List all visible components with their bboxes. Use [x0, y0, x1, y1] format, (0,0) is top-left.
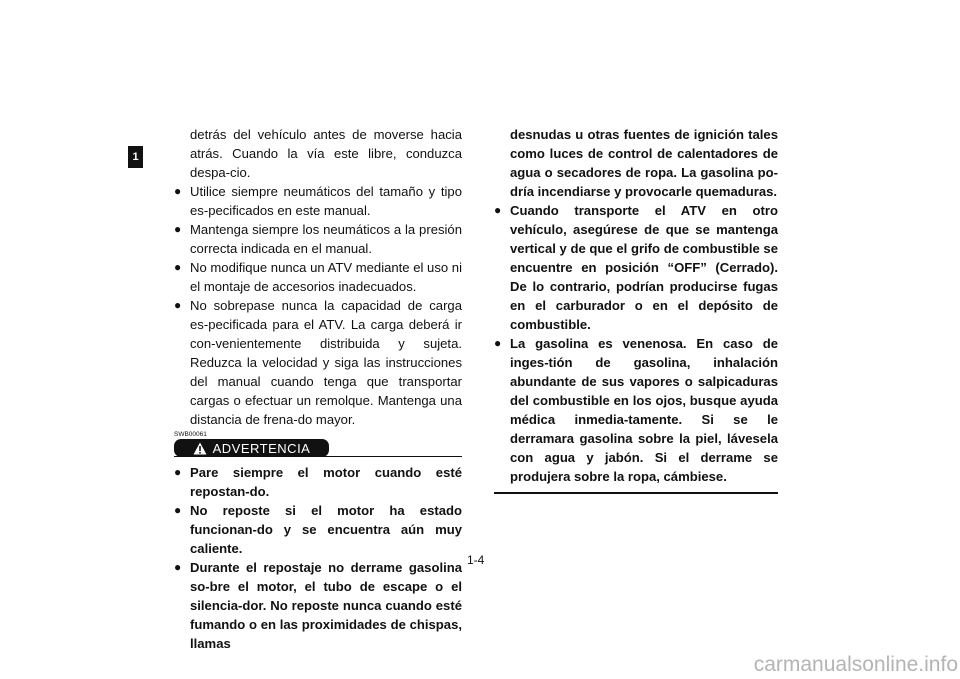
warning-code: SWB00061 [174, 431, 207, 438]
page-number: 1-4 [467, 553, 485, 567]
bullet-text: La gasolina es venenosa. En caso de inges-tión de gasolina, inhalación abundante de sus vapores o salpicaduras del combustible en los ojos, busque ayuda médica inmedia-tamente. Si se le derramara gasolina sobre la piel, lávesela con agua y jabón. Si el derrame se produjera sobre la ropa, cámbiese. [510, 336, 778, 484]
bullet-text: Pare siempre el motor cuando esté repostan-do. [190, 465, 462, 499]
bullet-text: Cuando transporte el ATV en otro vehículo, asegúrese de que se mantenga vertical y de que el grifo de combustible se encuentre en posición “OFF” (Cerrado). De lo contrario, podrían producirse fugas en el carburador o en el depósito de combustible. [510, 203, 778, 332]
bullet-icon: ● [174, 298, 182, 312]
warning-bullet-item [494, 334, 778, 486]
bullet-icon: ● [174, 560, 182, 574]
warning-bullet-item [174, 558, 462, 653]
bullet-icon: ● [174, 260, 182, 274]
bullet-text: Mantenga siempre los neumáticos a la presión correcta indicada en el manual. [190, 222, 462, 256]
chapter-tab-number: 1 [132, 151, 139, 163]
warning-label: ADVERTENCIA [212, 440, 311, 456]
bullet-icon: ● [174, 465, 182, 479]
bullet-text: Utilice siempre neumáticos del tamaño y tipo es-pecificados en este manual. [190, 184, 462, 218]
warning-bullet-item [494, 201, 778, 334]
chapter-tab [128, 146, 143, 168]
bullet-item [174, 258, 462, 296]
bullet-item [174, 296, 462, 429]
bullet-icon: ● [494, 336, 502, 350]
warning-badge [174, 439, 329, 457]
left-continuation-text: detrás del vehículo antes de moverse hacia atrás. Cuando la vía este libre, conduzca despa-cio. [190, 127, 462, 180]
warning-bullet-item [174, 463, 462, 501]
right-column [494, 125, 778, 494]
warning-end-rule [494, 492, 778, 494]
warning-header [174, 439, 462, 457]
bullet-text: No sobrepase nunca la capacidad de carga es-pecificada para el ATV. La carga deberá ir con-venientemente distribuida y sujeta. Reduzca la velocidad y siga las instrucciones del manual cuando tenga que transportar cargas o efectuar un remolque. Mantenga una distancia de frena-do mayor. [190, 298, 462, 427]
bullet-icon: ● [174, 222, 182, 236]
warning-bullet-item [174, 501, 462, 558]
warning-triangle-icon [193, 442, 207, 455]
bullet-text: Durante el repostaje no derrame gasolina so-bre el motor, el tubo de escape o el silencia-dor. No reposte nunca cuando esté fumando o en las proximidades de chispas, llamas [190, 560, 462, 651]
bullet-item [174, 220, 462, 258]
left-column [174, 125, 462, 653]
right-continuation-text: desnudas u otras fuentes de ignición tales como luces de control de calentadores de agua o secadores de ropa. La gasolina po-dría incendiarse y provocarle quemaduras. [510, 127, 778, 199]
bullet-text: No modifique nunca un ATV mediante el uso ni el montaje de accesorios inadecuados. [190, 260, 462, 294]
bullet-icon: ● [174, 184, 182, 198]
bullet-item [174, 182, 462, 220]
bullet-text: No reposte si el motor ha estado funcionan-do y se encuentra aún muy caliente. [190, 503, 462, 556]
bullet-icon: ● [494, 203, 502, 217]
bullet-icon: ● [174, 503, 182, 517]
watermark: carmanualsonline.info [753, 653, 958, 676]
